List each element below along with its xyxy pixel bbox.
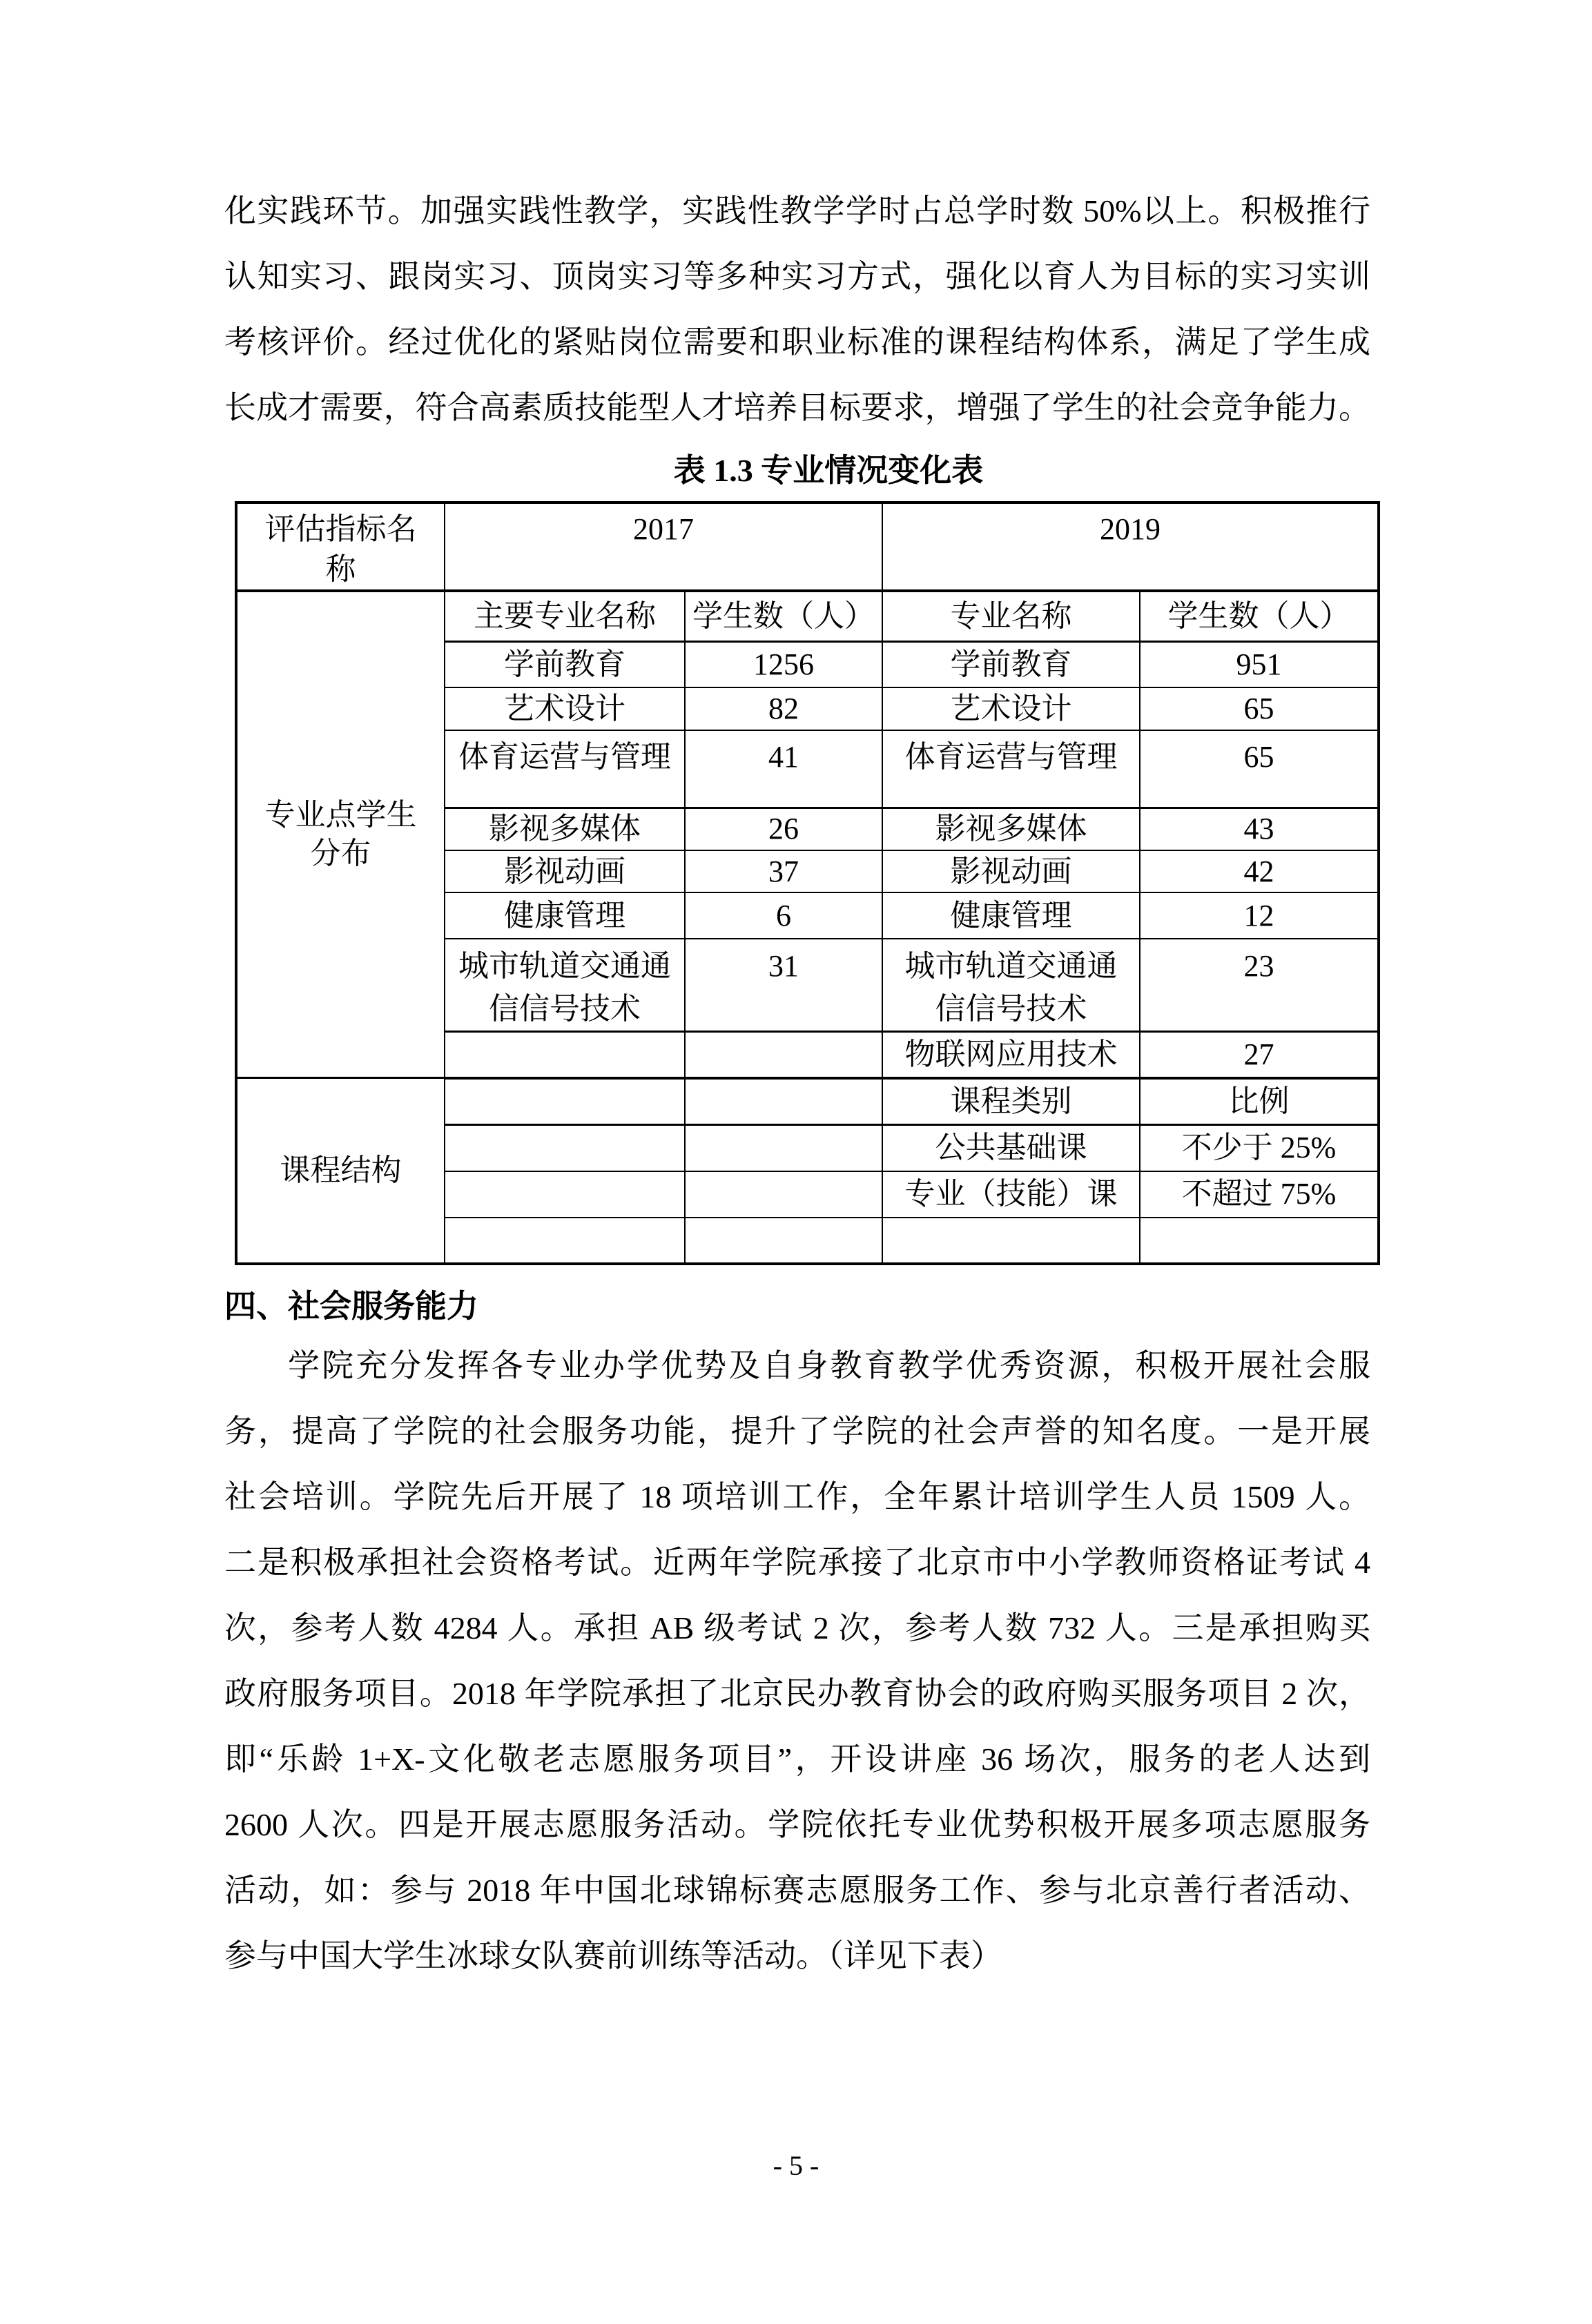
cell-empty: [445, 1078, 685, 1125]
cell-major-2017: 体育运营与管理: [445, 730, 685, 808]
cell-count-2019: 23: [1140, 939, 1379, 1032]
cell-major-2017: 艺术设计: [445, 687, 685, 730]
cell-count-2017: 1256: [685, 641, 882, 687]
cell-course-type: 课程类别: [882, 1078, 1140, 1125]
cell-empty: [445, 1218, 685, 1264]
cell-major-2017: 学前教育: [445, 641, 685, 687]
table-caption: 表 1.3 专业情况变化表: [673, 453, 984, 488]
cell-major-2017: 影视动画: [445, 850, 685, 892]
cell-year-2019: 2019: [882, 502, 1379, 591]
cell-count-2019: 43: [1140, 808, 1379, 850]
paragraph-line: 即“乐龄 1+X-文化敬老志愿服务项目”，开设讲座 36 场次，服务的老人达到: [224, 1741, 1370, 1777]
cell-course-ratio: 不少于 25%: [1140, 1125, 1379, 1171]
cell-major-2017: [445, 1032, 685, 1078]
paragraph-line: 考核评价。经过优化的紧贴岗位需要和职业标准的课程结构体系，满足了学生成: [224, 324, 1370, 360]
table-row: [236, 1078, 1379, 1125]
cell-count-2019: 65: [1140, 687, 1379, 730]
paragraph-line: 活动，如：参与 2018 年中国北球锦标赛志愿服务工作、参与北京善行者活动、: [224, 1872, 1370, 1908]
cell-course-type: 专业（技能）课: [882, 1171, 1140, 1218]
cell-indicator-header: 评估指标名称: [236, 502, 445, 591]
paragraph-line: 务，提高了学院的社会服务功能，提升了学院的社会声誉的知名度。一是开展: [224, 1413, 1370, 1449]
cell-subheader: 学生数（人）: [1140, 591, 1379, 641]
cell-subheader: 主要专业名称: [445, 591, 685, 641]
paragraph-line: 政府服务项目。2018 年学院承担了北京民办教育协会的政府购买服务项目 2 次，: [224, 1675, 1370, 1711]
paragraph-line: 次，参考人数 4284 人。承担 AB 级考试 2 次，参考人数 732 人。三是承担购买: [224, 1610, 1370, 1646]
cell-major-2017: 健康管理: [445, 892, 685, 939]
paragraph-line: 学院充分发挥各专业办学优势及自身教育教学优秀资源，积极开展社会服: [288, 1347, 1370, 1383]
cell-count-2017: 82: [685, 687, 882, 730]
cell-major-2017: 城市轨道交通通信信号技术: [445, 939, 685, 1032]
cell-major-2019: 健康管理: [882, 892, 1140, 939]
paragraph-line: 认知实习、跟岗实习、顶岗实习等多种实习方式，强化以育人为目标的实习实训: [224, 259, 1370, 294]
cell-course-ratio: 不超过 75%: [1140, 1171, 1379, 1218]
cell-major-2019: 物联网应用技术: [882, 1032, 1140, 1078]
cell-subheader: 学生数（人）: [685, 591, 882, 641]
table-row: [236, 591, 1379, 641]
section-heading: 四、社会服务能力: [224, 1287, 478, 1324]
cell-year-2017: 2017: [445, 502, 882, 591]
cell-count-2017: 6: [685, 892, 882, 939]
cell-subheader: 专业名称: [882, 591, 1140, 641]
cell-count-2017: 41: [685, 730, 882, 808]
paragraph-line: 二是积极承担社会资格考试。近两年学院承接了北京市中小学教师资格证考试 4: [224, 1544, 1370, 1580]
paragraph-line: 化实践环节。加强实践性教学，实践性教学学时占总学时数 50%以上。积极推行: [224, 193, 1370, 228]
cell-empty: [445, 1171, 685, 1218]
cell-count-2019: 65: [1140, 730, 1379, 808]
cell-empty: [685, 1218, 882, 1264]
cell-empty: [685, 1078, 882, 1125]
cell-major-2019: 影视动画: [882, 850, 1140, 892]
cell-count-2019: 27: [1140, 1032, 1379, 1078]
cell-empty: [685, 1171, 882, 1218]
cell-count-2019: 42: [1140, 850, 1379, 892]
cell-count-2017: 37: [685, 850, 882, 892]
paragraph-line: 2600 人次。四是开展志愿服务活动。学院依托专业优势积极开展多项志愿服务: [224, 1806, 1370, 1842]
cell-count-2017: 31: [685, 939, 882, 1032]
paragraph-line: 参与中国大学生冰球女队赛前训练等活动。（详见下表）: [224, 1937, 1002, 1973]
paragraph-top: [224, 0, 1370, 440]
paragraph-line: 长成才需要，符合高素质技能型人才培养目标要求，增强了学生的社会竞争能力。: [224, 390, 1370, 425]
cell-major-2019: 影视多媒体: [882, 808, 1140, 850]
cell-major-2019: 艺术设计: [882, 687, 1140, 730]
paragraph-line: 社会培训。学院先后开展了 18 项培训工作，全年累计培训学生人员 1509 人。: [224, 1478, 1370, 1514]
page-number: - 5 -: [773, 2150, 819, 2181]
cell-empty: [445, 1125, 685, 1171]
cell-major-2019: 学前教育: [882, 641, 1140, 687]
cell-course-ratio: 比例: [1140, 1078, 1379, 1125]
cell-empty: [1140, 1218, 1379, 1264]
cell-major-2017: 影视多媒体: [445, 808, 685, 850]
content-area: [224, 0, 1370, 1989]
cell-section1-label: 专业点学生分布: [236, 591, 445, 1078]
table-row: [236, 502, 1379, 591]
cell-major-2019: 体育运营与管理: [882, 730, 1140, 808]
paragraph-social-service: [224, 1333, 1370, 1989]
cell-major-2019: 城市轨道交通通信信号技术: [882, 939, 1140, 1032]
cell-section2-label: 课程结构: [236, 1078, 445, 1264]
cell-count-2017: [685, 1032, 882, 1078]
cell-course-type: 公共基础课: [882, 1125, 1140, 1171]
cell-count-2019: 951: [1140, 641, 1379, 687]
cell-count-2019: 12: [1140, 892, 1379, 939]
cell-count-2017: 26: [685, 808, 882, 850]
cell-empty: [685, 1125, 882, 1171]
major-change-table: [235, 501, 1380, 1265]
cell-empty: [882, 1218, 1140, 1264]
